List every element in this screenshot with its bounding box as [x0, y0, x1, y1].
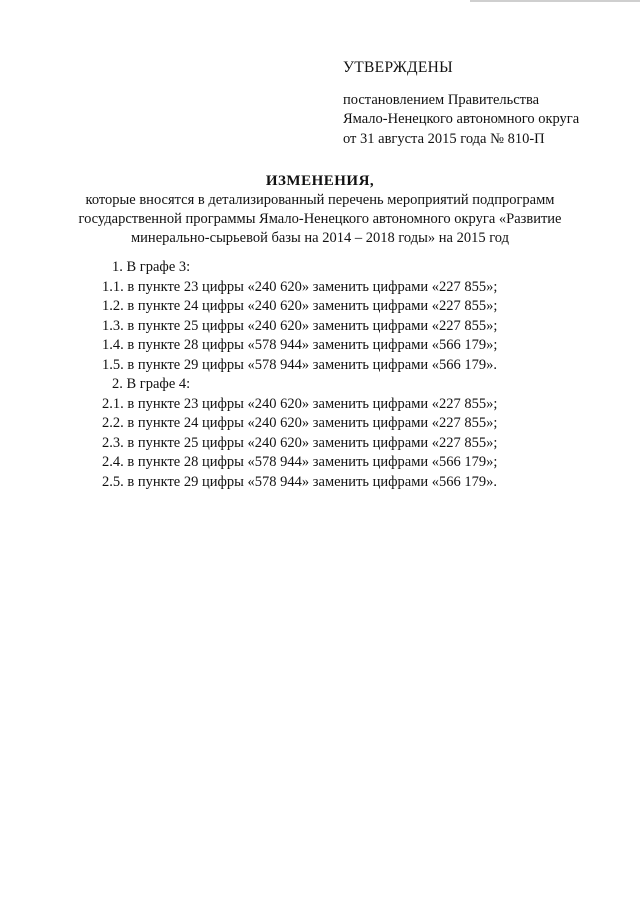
list-item: 1. В графе 3: — [112, 259, 191, 275]
list-item: 2.5. в пункте 29 цифры «578 944» заменить цифрами «566 179». — [102, 473, 498, 490]
approval-title: УТВЕРЖДЕНЫ — [343, 59, 453, 76]
list-item: 1.3. в пункте 25 цифры «240 620» заменить цифрами «227 855»; — [102, 317, 498, 334]
approval-line-3: от 31 августа 2015 года № 810-П — [343, 130, 545, 147]
changes-list — [102, 258, 498, 492]
approval-line-2: Ямало-Ненецкого автономного округа — [343, 111, 580, 127]
list-item: 2.2. в пункте 24 цифры «240 620» заменить цифрами «227 855»; — [102, 415, 498, 431]
heading-line-2: государственной программы Ямало-Ненецкого автономного округа «Развитие — [78, 211, 562, 227]
scan-edge-line — [470, 0, 640, 2]
approval-line-1: постановлением Правительства — [343, 91, 540, 108]
list-item: 1.5. в пункте 29 цифры «578 944» заменить цифрами «566 179». — [102, 356, 498, 373]
document-heading — [60, 172, 580, 248]
list-item: 1.4. в пункте 28 цифры «578 944» заменить цифрами «566 179»; — [102, 337, 498, 353]
approval-block — [343, 58, 579, 149]
heading-line-1: которые вносятся в детализированный перечень мероприятий подпрограмм — [85, 192, 555, 208]
list-item: 2.4. в пункте 28 цифры «578 944» заменить цифрами «566 179»; — [102, 454, 498, 470]
list-item: 1.1. в пункте 23 цифры «240 620» заменить цифрами «227 855»; — [102, 278, 498, 295]
heading-title: ИЗМЕНЕНИЯ, — [265, 173, 375, 189]
list-item: 2.1. в пункте 23 цифры «240 620» заменить цифрами «227 855»; — [102, 395, 498, 412]
heading-line-3: минерально-сырьевой базы на 2014 – 2018 годы» на 2015 год — [131, 230, 509, 246]
list-item: 2. В графе 4: — [112, 376, 191, 392]
list-item: 1.2. в пункте 24 цифры «240 620» заменить цифрами «227 855»; — [102, 298, 498, 314]
list-item: 2.3. в пункте 25 цифры «240 620» заменить цифрами «227 855»; — [102, 434, 498, 451]
